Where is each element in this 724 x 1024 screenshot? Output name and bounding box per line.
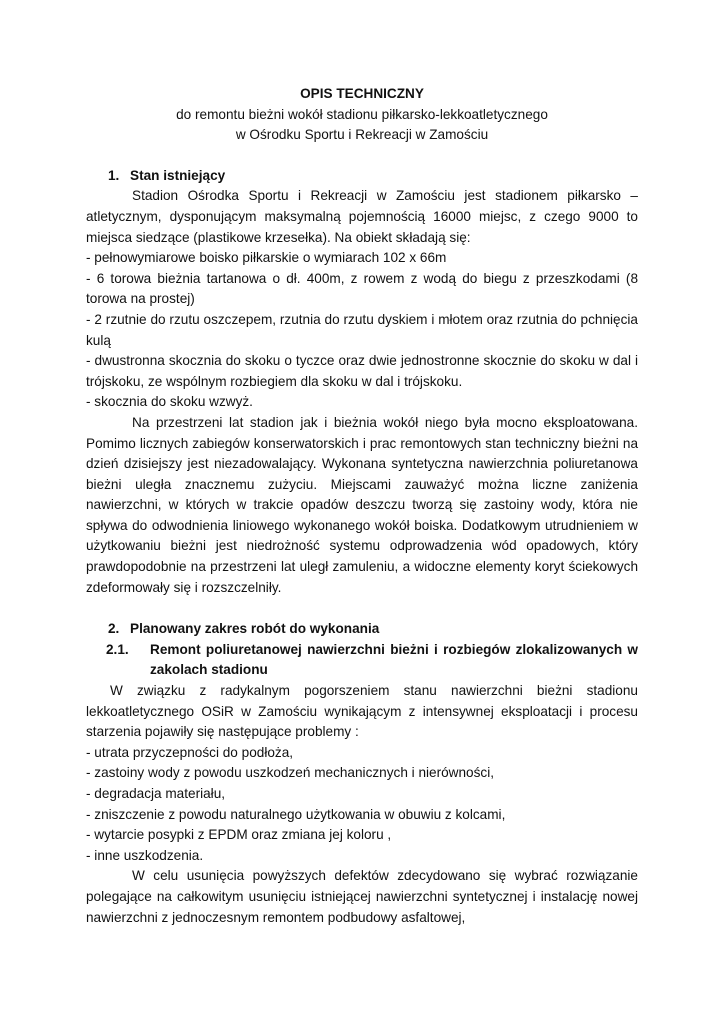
- document-page: [86, 84, 638, 928]
- section1-list-item: - 6 torowa bieżnia tartanowa o dł. 400m, z rowem z wodą do biegu z przeszkodami (8 torowa na prostej): [86, 270, 638, 307]
- document-title: OPIS TECHNICZNY: [300, 86, 424, 101]
- section1-list-item: - dwustronna skocznia do skoku o tyczce oraz dwie jednostronne skocznie do skoku w dal i trójskoku, ze wspólnym rozbiegiem dla skoku w dal i trójskoku.: [86, 353, 638, 389]
- section2-heading: [86, 619, 638, 640]
- section1-paragraph2: Na przestrzeni lat stadion jak i bieżnia wokół niego była mocno eksploatowana. Pomimo licznych zabiegów konserwatorskich i prac remontowych stan techniczny bieżni na dzień dzisiejszy jest niezadowalający. Wykonana syntetyczna nawierzchnia poliuretanowa bieżni uległa znacznemu zużyciu. Miejscami zauważyć można liczne zaniżenia nawierzchni, w których w trakcie opadów deszczu tworzą się zastoiny wody, która nie spływa do odwodnienia liniowego wykonanego wokół boiska. Dodatkowym utrudnieniem w użytkowaniu bieżni jest niedrożność systemu odprowadzenia wód opadowych, który prawdopodobnie na przestrzeni lat uległ zamuleniu, a widoczne elementy koryt ściekowych zdeformowały się i rozszczelniły.: [86, 414, 638, 595]
- section1-list-item: - skocznia do skoku wzwyż.: [86, 394, 253, 410]
- subsection-2-1-title: Remont poliuretanowej nawierzchni bieżni i rozbiegów zlokalizowanych w zakolach stadionu: [150, 641, 638, 678]
- problem-list-item: - zastoiny wody z powodu uszkodzeń mechanicznych i nierówności,: [86, 765, 495, 781]
- subsection-2-1-heading: [86, 640, 638, 681]
- problem-list-item: - degradacja materiału,: [86, 786, 226, 801]
- section2-conclusion: W celu usunięcia powyższych defektów zdecydowano się wybrać rozwiązanie polegające na całkowitym usunięciu istniejącej nawierzchni syntetycznej i instalację nowej nawierzchni z jednoczesnym remontem podbudowy asfaltowej,: [86, 868, 638, 925]
- section1-list-item: - 2 rzutnie do rzutu oszczepem, rzutnia do rzutu dyskiem i młotem oraz rzutnia do pchnięcia kulą: [86, 311, 638, 348]
- section1-intro: Stadion Ośrodka Sportu i Rekreacji w Zamościu jest stadionem piłkarsko – atletycznym, dysponującym maksymalną pojemnością 16000 miejsc, z czego 9000 to miejsca siedzące (plastikowe krzesełka). Na obiekt składają się:: [86, 188, 638, 245]
- problem-list-item: - zniszczenie z powodu naturalnego użytkowania w obuwiu z kolcami,: [86, 806, 506, 822]
- section1-heading: [86, 166, 638, 187]
- section2-intro: W związku z radykalnym pogorszeniem stanu nawierzchni bieżni stadionu lekkoatletycznego OSiR w Zamościu wynikającym z intensywnej eksploatacji i procesu starzenia pojawiły się następujące problemy :: [86, 683, 638, 740]
- problem-list-item: - utrata przyczepności do podłoża,: [86, 744, 294, 760]
- section1-list-item: - pełnowymiarowe boisko piłkarskie o wymiarach 102 x 66m: [86, 250, 447, 266]
- section1-title: Stan istniejący: [130, 167, 226, 183]
- problem-list-item: - inne uszkodzenia.: [86, 847, 204, 863]
- subsection-2-1-number: 2.1.: [106, 641, 129, 657]
- problem-list-item: - wytarcie posypki z EPDM oraz zmiana jej koloru ,: [86, 827, 392, 843]
- section2-title: Planowany zakres robót do wykonania: [130, 621, 380, 637]
- document-subtitle-line2: w Ośrodku Sportu i Rekreacji w Zamościu: [235, 127, 489, 143]
- section2-number: 2.: [108, 621, 120, 637]
- document-subtitle-line1: do remontu bieżni wokół stadionu piłkarsko-lekkoatletycznego: [176, 106, 548, 122]
- section1-number: 1.: [108, 167, 120, 183]
